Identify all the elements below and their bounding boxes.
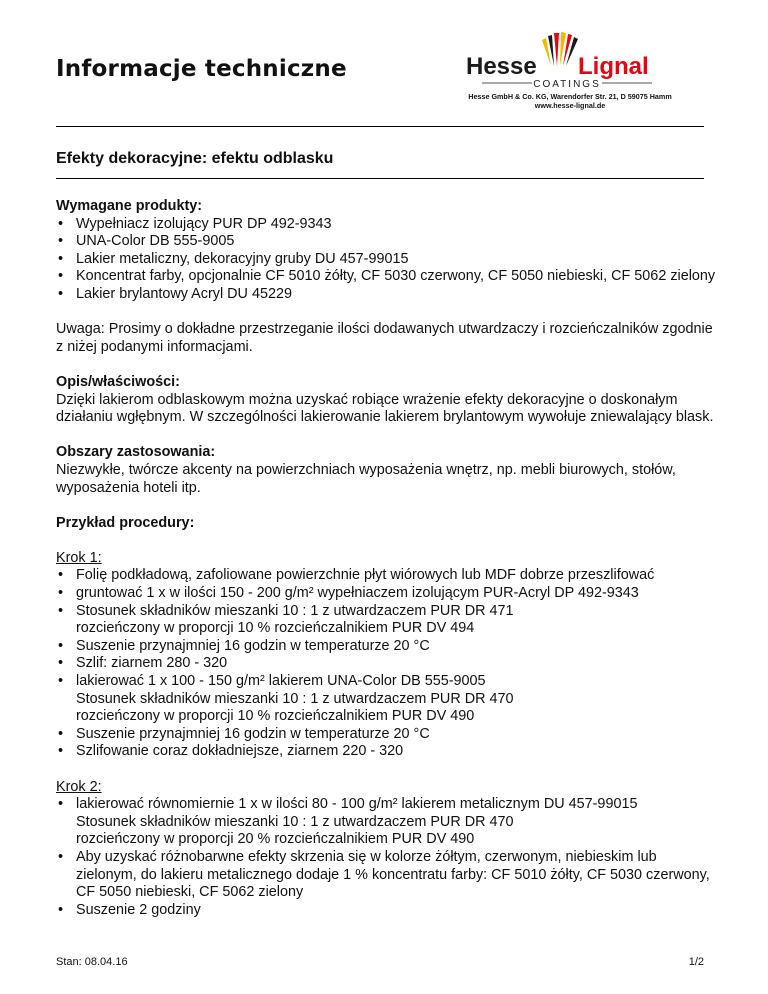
list-item: • Wypełniacz izolujący PUR DP 492-9343 <box>56 216 718 234</box>
document-subtitle: Efekty dekoracyjne: efektu odblasku <box>56 150 334 167</box>
step2-list <box>56 796 718 919</box>
list-item: • Suszenie 2 godziny <box>56 902 718 920</box>
procedure-heading: Przykład procedury: <box>56 514 195 531</box>
logo-hesse: Hesse <box>466 53 537 80</box>
footer-date: Stan: 08.04.16 <box>56 956 128 968</box>
list-item: • Koncentrat farby, opcjonalnie CF 5010 żółty, CF 5030 czerwony, CF 5050 niebieski, CF 5062 zielony <box>56 268 718 286</box>
list-item: • Szlifowanie coraz dokładniejsze, ziarnem 220 - 320 <box>56 743 718 761</box>
header-rule <box>56 126 704 127</box>
list-item: • Folię podkładową, zafoliowane powierzchnie płyt wiórowych lub MDF dobrze przeszlifować <box>56 567 718 585</box>
logo-coatings: COATINGS <box>533 79 601 90</box>
document-body <box>56 198 718 919</box>
list-item: • lakierować 1 x 100 - 150 g/m² lakierem UNA-Color DB 555-9005 Stosunek składników mieszanki 10 : 1 z utwardzaczem PUR DR 470 rozcieńczony w proporcji 10 % rozcieńczalnikiem PUR DV 490 <box>56 673 718 726</box>
company-website: www.hesse-lignal.de <box>534 101 606 110</box>
logo-lignal: Lignal <box>578 53 649 80</box>
step2-heading: Krok 2: <box>56 778 102 795</box>
required-heading: Wymagane produkty: <box>56 198 203 214</box>
list-item: • Suszenie przynajmniej 16 godzin w temperaturze 20 °C <box>56 726 718 744</box>
document-title: Informacje techniczne <box>56 56 347 82</box>
step1-list <box>56 567 718 761</box>
company-address: Hesse GmbH & Co. KG, Warendorfer Str. 21, D 59075 Hamm <box>468 92 672 101</box>
note-paragraph: Uwaga: Prosimy o dokładne przestrzeganie ilości dodawanych utwardzaczy i rozcieńczalników zgodnie z niżej podanymi informacjami. <box>56 321 713 355</box>
list-item: • Stosunek składników mieszanki 10 : 1 z utwardzaczem PUR DR 471 rozcieńczony w proporcji 10 % rozcieńczalnikiem PUR DV 494 <box>56 603 718 638</box>
footer-page-number: 1/2 <box>688 956 704 968</box>
properties-heading: Opis/właściwości: <box>56 373 180 390</box>
company-info <box>440 92 700 110</box>
list-item: • UNA-Color DB 555-9005 <box>56 233 718 251</box>
properties-text: Dzięki lakierom odblaskowym można uzyskać robiące wrażenie efekty dekoracyjne o doskonałym działaniu wgłębnym. W szczególności lakierowanie lakierem brylantowym wywołuje zniewalający blask. <box>56 391 714 426</box>
list-item: • Suszenie przynajmniej 16 godzin w temperaturze 20 °C <box>56 638 718 656</box>
step1-heading: Krok 1: <box>56 549 102 566</box>
list-item: • Lakier metaliczny, dekoracyjny gruby DU 457-99015 <box>56 251 718 269</box>
list-item: • lakierować równomiernie 1 x w ilości 80 - 100 g/m² lakierem metalicznym DU 457-99015 Stosunek składników mieszanki 10 : 1 z utwardzaczem PUR DR 470 rozcieńczony w proporcji 20 % rozcieńczalnikiem PUR DV 490 <box>56 796 718 849</box>
hesse-lignal-logo <box>462 30 672 92</box>
list-item: • gruntować 1 x w ilości 150 - 200 g/m² wypełniaczem izolującym PUR-Acryl DP 492-9343 <box>56 585 718 603</box>
subtitle-rule <box>56 178 704 179</box>
required-list <box>56 216 718 304</box>
list-item: • Szlif: ziarnem 280 - 320 <box>56 655 718 673</box>
logo-fan-icon <box>542 32 578 66</box>
areas-heading: Obszary zastosowania: <box>56 444 216 461</box>
areas-text: Niezwykłe, twórcze akcenty na powierzchniach wyposażenia wnętrz, np. mebli biurowych, stołów, wyposażenia hoteli itp. <box>56 461 676 496</box>
list-item: • Lakier brylantowy Acryl DU 45229 <box>56 286 718 304</box>
list-item: • Aby uzyskać różnobarwne efekty skrzenia się w kolorze żółtym, czerwonym, niebieskim lub zielonym, do lakieru metalicznego dodaje 1 % koncentratu farby: CF 5010 żółty, CF 5030 czerwony, CF 5050 niebieski, CF 5062 zielony <box>56 849 718 902</box>
